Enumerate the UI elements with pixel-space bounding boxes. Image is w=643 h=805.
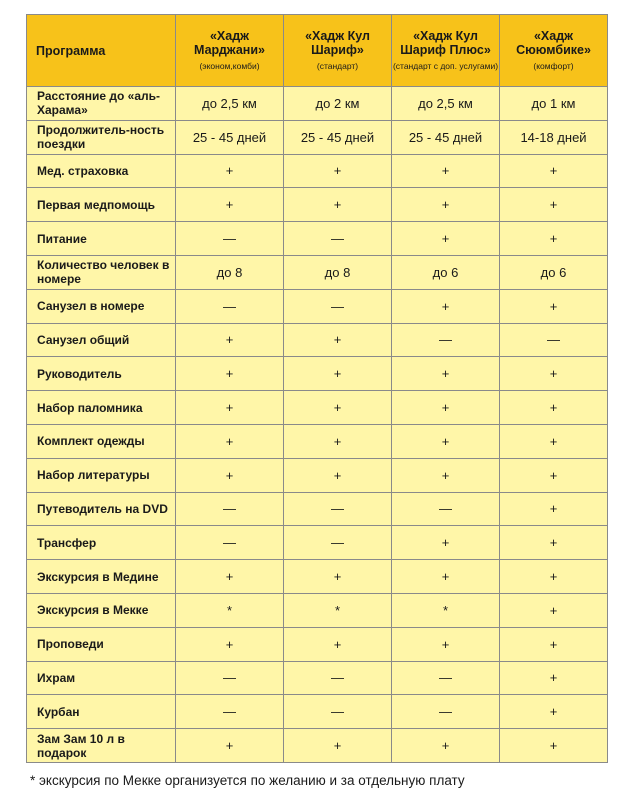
feature-value-cell: [176, 391, 284, 425]
feature-value-cell: [176, 593, 284, 627]
table-row: [27, 255, 608, 289]
feature-value: до 1 км: [531, 95, 576, 111]
feature-value-cell: [392, 627, 500, 661]
program-column-header: [284, 15, 392, 87]
table-row: [27, 154, 608, 188]
feature-value-cell: [500, 289, 608, 323]
feature-value: —: [439, 501, 452, 517]
feature-value-cell: [176, 560, 284, 594]
feature-value: +: [225, 366, 234, 382]
table-row: [27, 87, 608, 121]
feature-value-cell: [176, 222, 284, 256]
feature-value: +: [333, 163, 342, 179]
feature-value: —: [331, 298, 344, 314]
feature-value-cell: [392, 661, 500, 695]
feature-value-cell: [176, 695, 284, 729]
feature-value-cell: [176, 492, 284, 526]
feature-value: +: [549, 670, 558, 686]
feature-value: *: [442, 602, 449, 618]
feature-value: +: [333, 636, 342, 652]
feature-value: +: [549, 535, 558, 551]
table-row: [27, 661, 608, 695]
feature-value-cell: [500, 87, 608, 121]
feature-value-cell: [176, 357, 284, 391]
feature-value: +: [441, 433, 450, 449]
feature-value: —: [223, 704, 236, 720]
feature-value: +: [225, 332, 234, 348]
feature-label: Комплект одежды: [27, 424, 176, 458]
feature-value-cell: [392, 560, 500, 594]
feature-value: +: [549, 602, 558, 618]
feature-value-cell: [284, 593, 392, 627]
table-row: [27, 492, 608, 526]
feature-value-cell: [284, 661, 392, 695]
feature-value: +: [549, 400, 558, 416]
program-category: (стандарт): [316, 60, 359, 71]
feature-value-cell: [176, 627, 284, 661]
feature-value: 25 - 45 дней: [300, 129, 375, 145]
feature-value-cell: [392, 526, 500, 560]
table-row: [27, 323, 608, 357]
feature-label: Набор литературы: [27, 458, 176, 492]
table-row: [27, 424, 608, 458]
feature-value: +: [549, 636, 558, 652]
feature-value-cell: [284, 120, 392, 154]
feature-label: Экскурсия в Мекке: [27, 593, 176, 627]
feature-value: +: [441, 569, 450, 585]
feature-value-cell: [176, 289, 284, 323]
table-row: [27, 391, 608, 425]
program-column-header: [500, 15, 608, 87]
footnote: * экскурсия по Мекке организуется по желанию и за отдельную плату: [30, 773, 465, 788]
feature-value-cell: [392, 424, 500, 458]
feature-value: +: [441, 738, 450, 754]
table-row: [27, 357, 608, 391]
feature-value-cell: [176, 323, 284, 357]
feature-label: Мед. страховка: [27, 154, 176, 188]
feature-label: Санузел общий: [27, 323, 176, 357]
feature-value: +: [549, 197, 558, 213]
feature-label: Питание: [27, 222, 176, 256]
table-body: [27, 87, 608, 763]
comparison-table-container: [26, 14, 607, 763]
feature-value: +: [441, 366, 450, 382]
feature-value-cell: [500, 695, 608, 729]
feature-value: +: [549, 467, 558, 483]
feature-value: до 2,5 км: [418, 95, 473, 111]
table-row: [27, 120, 608, 154]
feature-value-cell: [500, 560, 608, 594]
feature-value-cell: [176, 188, 284, 222]
feature-value: +: [225, 738, 234, 754]
program-name: «Хадж Кул Шариф»: [305, 28, 370, 57]
feature-value-cell: [500, 492, 608, 526]
feature-value: до 6: [432, 264, 459, 280]
feature-value: +: [225, 467, 234, 483]
feature-label: Ихрам: [27, 661, 176, 695]
feature-value-cell: [500, 729, 608, 763]
feature-value: +: [225, 569, 234, 585]
feature-label: Первая медпомощь: [27, 188, 176, 222]
feature-value-cell: [500, 458, 608, 492]
feature-value: —: [439, 704, 452, 720]
table-row: [27, 593, 608, 627]
feature-value: —: [223, 298, 236, 314]
feature-label: Зам Зам 10 л в подарок: [27, 729, 176, 763]
feature-label: Руководитель: [27, 357, 176, 391]
feature-label: Санузел в номере: [27, 289, 176, 323]
feature-value: —: [547, 332, 560, 348]
feature-value-cell: [392, 87, 500, 121]
feature-value: +: [441, 636, 450, 652]
feature-value-cell: [392, 593, 500, 627]
feature-value-cell: [392, 729, 500, 763]
feature-value-cell: [176, 87, 284, 121]
comparison-table: [26, 14, 608, 763]
table-row: [27, 627, 608, 661]
feature-value: +: [441, 298, 450, 314]
feature-value-cell: [284, 289, 392, 323]
feature-value: +: [549, 569, 558, 585]
program-name: «Хадж Сююмбике»: [516, 28, 591, 57]
feature-value: 14-18 дней: [520, 129, 587, 145]
feature-value-cell: [284, 87, 392, 121]
feature-value-cell: [284, 458, 392, 492]
feature-value: +: [549, 298, 558, 314]
feature-value-cell: [176, 458, 284, 492]
feature-value-cell: [176, 424, 284, 458]
feature-value: до 2 км: [315, 95, 360, 111]
table-row: [27, 560, 608, 594]
feature-value-cell: [284, 560, 392, 594]
feature-value: +: [441, 197, 450, 213]
feature-value-cell: [500, 526, 608, 560]
feature-value: +: [441, 163, 450, 179]
program-category: (комфорт): [533, 60, 574, 71]
feature-value: +: [549, 366, 558, 382]
feature-value-cell: [392, 458, 500, 492]
feature-value: +: [225, 197, 234, 213]
feature-value: —: [439, 670, 452, 686]
feature-value-cell: [176, 661, 284, 695]
feature-value-cell: [284, 188, 392, 222]
feature-value-cell: [500, 661, 608, 695]
feature-value-cell: [500, 188, 608, 222]
feature-value: +: [549, 163, 558, 179]
feature-value-cell: [500, 120, 608, 154]
feature-label: Экскурсия в Медине: [27, 560, 176, 594]
feature-label: Путеводитель на DVD: [27, 492, 176, 526]
table-header-row: [27, 15, 608, 87]
table-row: [27, 289, 608, 323]
feature-value: 25 - 45 дней: [408, 129, 483, 145]
table-row: [27, 729, 608, 763]
feature-value: —: [331, 231, 344, 247]
program-column-header: [392, 15, 500, 87]
feature-value: +: [549, 738, 558, 754]
feature-value-cell: [392, 323, 500, 357]
feature-value-cell: [176, 255, 284, 289]
program-header: Программа: [27, 15, 176, 87]
feature-label: Расстояние до «аль-Харама»: [27, 87, 176, 121]
feature-value-cell: [176, 729, 284, 763]
feature-value: +: [333, 433, 342, 449]
feature-value: —: [223, 670, 236, 686]
feature-value-cell: [500, 222, 608, 256]
feature-value: +: [549, 231, 558, 247]
feature-value-cell: [284, 154, 392, 188]
feature-value: +: [549, 501, 558, 517]
feature-value-cell: [392, 222, 500, 256]
feature-value-cell: [500, 593, 608, 627]
feature-label: Продолжитель-ность поездки: [27, 120, 176, 154]
table-row: [27, 222, 608, 256]
feature-value: +: [333, 332, 342, 348]
program-name: «Хадж Кул Шариф Плюс»: [400, 28, 491, 57]
program-column-header: [176, 15, 284, 87]
table-row: [27, 526, 608, 560]
feature-value: +: [225, 400, 234, 416]
feature-value: —: [223, 501, 236, 517]
feature-value: —: [331, 535, 344, 551]
feature-value: +: [333, 467, 342, 483]
feature-value-cell: [284, 391, 392, 425]
feature-value-cell: [392, 188, 500, 222]
feature-value: +: [225, 636, 234, 652]
feature-value: +: [441, 467, 450, 483]
feature-value-cell: [392, 120, 500, 154]
feature-value: —: [223, 535, 236, 551]
program-category: (эконом,комби): [199, 60, 260, 71]
feature-value-cell: [284, 323, 392, 357]
feature-value-cell: [176, 154, 284, 188]
feature-value-cell: [392, 357, 500, 391]
feature-value-cell: [500, 424, 608, 458]
feature-value: до 2,5 км: [202, 95, 257, 111]
feature-value: +: [225, 163, 234, 179]
feature-value: +: [333, 366, 342, 382]
feature-value-cell: [500, 391, 608, 425]
feature-value-cell: [392, 695, 500, 729]
feature-value: +: [333, 197, 342, 213]
program-category: (стандарт с доп. услугами): [392, 60, 499, 71]
feature-value: *: [226, 602, 233, 618]
feature-value: до 8: [324, 264, 351, 280]
feature-value-cell: [392, 154, 500, 188]
feature-value-cell: [284, 492, 392, 526]
feature-value: —: [331, 670, 344, 686]
feature-value: +: [333, 569, 342, 585]
feature-value-cell: [284, 222, 392, 256]
feature-value-cell: [500, 255, 608, 289]
feature-value: 25 - 45 дней: [192, 129, 267, 145]
table-row: [27, 188, 608, 222]
feature-value: *: [334, 602, 341, 618]
feature-label: Набор паломника: [27, 391, 176, 425]
feature-value: —: [331, 501, 344, 517]
feature-value: до 8: [216, 264, 243, 280]
feature-label: Трансфер: [27, 526, 176, 560]
feature-value: —: [223, 231, 236, 247]
feature-value-cell: [284, 526, 392, 560]
feature-value-cell: [176, 120, 284, 154]
feature-value-cell: [500, 154, 608, 188]
feature-value: +: [549, 704, 558, 720]
feature-value-cell: [284, 729, 392, 763]
feature-value: —: [439, 332, 452, 348]
feature-value: —: [331, 704, 344, 720]
feature-value-cell: [392, 289, 500, 323]
feature-label: Количество человек в номере: [27, 255, 176, 289]
feature-value-cell: [284, 357, 392, 391]
feature-value: +: [549, 433, 558, 449]
feature-value-cell: [392, 391, 500, 425]
feature-value-cell: [284, 695, 392, 729]
feature-label: Курбан: [27, 695, 176, 729]
feature-value: +: [333, 400, 342, 416]
feature-value-cell: [176, 526, 284, 560]
feature-value: +: [441, 400, 450, 416]
feature-value: +: [441, 535, 450, 551]
feature-value-cell: [500, 627, 608, 661]
feature-value-cell: [284, 255, 392, 289]
table-row: [27, 695, 608, 729]
feature-label: Проповеди: [27, 627, 176, 661]
feature-value: +: [225, 433, 234, 449]
table-row: [27, 458, 608, 492]
feature-value-cell: [500, 357, 608, 391]
feature-value-cell: [500, 323, 608, 357]
feature-value: +: [333, 738, 342, 754]
feature-value-cell: [392, 255, 500, 289]
feature-value-cell: [392, 492, 500, 526]
feature-value-cell: [284, 627, 392, 661]
program-name: «Хадж Марджани»: [194, 28, 265, 57]
feature-value: до 6: [540, 264, 567, 280]
feature-value: +: [441, 231, 450, 247]
feature-value-cell: [284, 424, 392, 458]
